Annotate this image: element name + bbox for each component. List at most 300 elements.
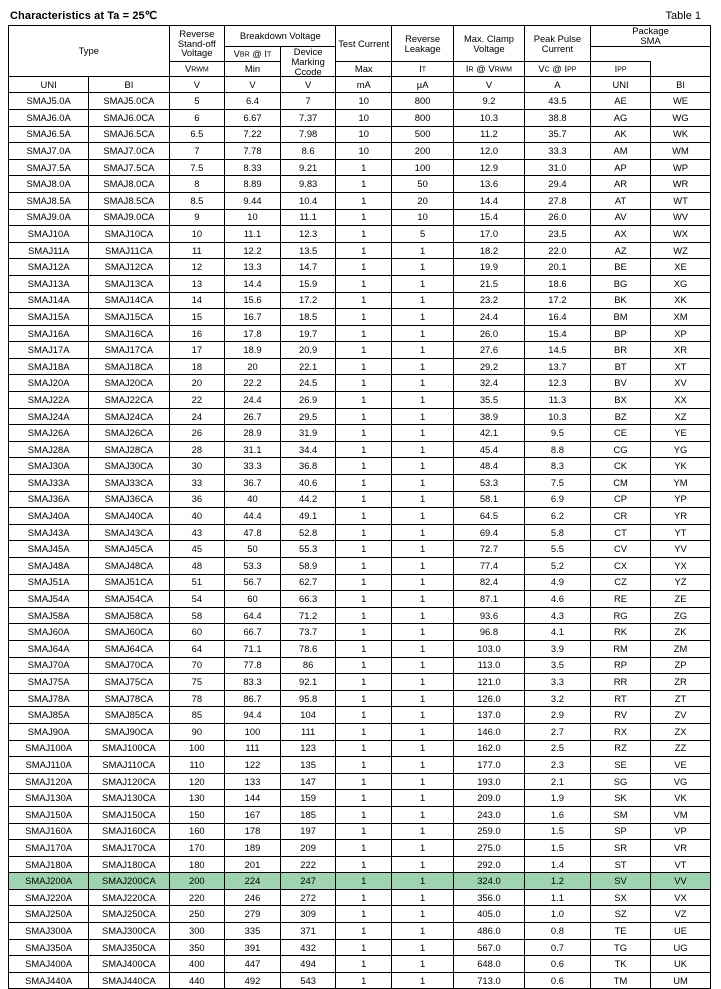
cell-r27-c10: YV [651, 541, 711, 558]
table-row[interactable] [9, 624, 711, 641]
cell-r32-c0: SMAJ60A [9, 624, 89, 641]
cell-r5-c10: WR [651, 176, 711, 193]
cell-r18-c7: 35.5 [454, 392, 525, 409]
cell-r48-c1: SMAJ220CA [89, 889, 169, 906]
characteristics-table [8, 25, 711, 989]
table-row[interactable] [9, 109, 711, 126]
cell-r36-c6: 1 [392, 690, 454, 707]
cell-r15-c2: 17 [169, 342, 225, 359]
cell-r13-c5: 1 [336, 309, 392, 326]
table-row[interactable] [9, 723, 711, 740]
cell-r8-c9: AX [591, 226, 651, 243]
cell-r27-c8: 5.5 [524, 541, 590, 558]
cell-r24-c2: 36 [169, 491, 225, 508]
cell-r10-c9: BE [591, 259, 651, 276]
cell-r3-c1: SMAJ7.0CA [89, 143, 169, 160]
symbol-ipp: I [614, 63, 618, 75]
cell-r43-c10: VM [651, 806, 711, 823]
cell-r24-c4: 44.2 [280, 491, 336, 508]
cell-r41-c2: 120 [169, 773, 225, 790]
table-row[interactable] [9, 873, 711, 890]
cell-r30-c1: SMAJ54CA [89, 591, 169, 608]
cell-r2-c1: SMAJ6.5CA [89, 126, 169, 143]
cell-r25-c1: SMAJ40CA [89, 508, 169, 525]
table-row[interactable] [9, 143, 711, 160]
cell-r15-c7: 27.6 [454, 342, 525, 359]
table-row[interactable] [9, 757, 711, 774]
cell-r7-c7: 15.4 [454, 209, 525, 226]
cell-r35-c6: 1 [392, 674, 454, 691]
cell-r30-c6: 1 [392, 591, 454, 608]
cell-r3-c0: SMAJ7.0A [9, 143, 89, 160]
table-row[interactable] [9, 524, 711, 541]
table-row[interactable] [9, 491, 711, 508]
cell-r31-c10: ZG [651, 607, 711, 624]
table-row[interactable] [9, 309, 711, 326]
cell-r7-c8: 26.0 [524, 209, 590, 226]
cell-r40-c9: SE [591, 757, 651, 774]
cell-r33-c4: 78.6 [280, 640, 336, 657]
table-row[interactable] [9, 325, 711, 342]
cell-r13-c6: 1 [392, 309, 454, 326]
cell-r26-c10: YT [651, 524, 711, 541]
cell-r27-c2: 45 [169, 541, 225, 558]
cell-r49-c9: SZ [591, 906, 651, 923]
table-row[interactable] [9, 558, 711, 575]
cell-r31-c4: 71.2 [280, 607, 336, 624]
cell-r16-c0: SMAJ18A [9, 358, 89, 375]
cell-r34-c6: 1 [392, 657, 454, 674]
cell-r53-c4: 543 [280, 972, 336, 989]
unit-cell-8: A [524, 77, 590, 93]
cell-r39-c8: 2.5 [524, 740, 590, 757]
cell-r42-c1: SMAJ130CA [89, 790, 169, 807]
table-row[interactable] [9, 972, 711, 989]
cell-r14-c10: XP [651, 325, 711, 342]
header-device-marking: Device Marking Ccode [280, 46, 336, 77]
cell-r2-c2: 6.5 [169, 126, 225, 143]
cell-r37-c9: RV [591, 707, 651, 724]
cell-r52-c2: 400 [169, 956, 225, 973]
cell-r31-c3: 64.4 [225, 607, 281, 624]
symbol-at: @ [252, 47, 262, 59]
table-row[interactable] [9, 773, 711, 790]
cell-r0-c4: 7 [280, 93, 336, 110]
cell-r43-c2: 150 [169, 806, 225, 823]
cell-r22-c9: CK [591, 458, 651, 475]
cell-r29-c2: 51 [169, 574, 225, 591]
cell-r26-c6: 1 [392, 524, 454, 541]
table-row[interactable] [9, 939, 711, 956]
cell-r5-c7: 13.6 [454, 176, 525, 193]
unit-cell-6: µA [392, 77, 454, 93]
cell-r46-c1: SMAJ180CA [89, 856, 169, 873]
cell-r42-c6: 1 [392, 790, 454, 807]
table-head [9, 26, 711, 93]
cell-r37-c10: ZV [651, 707, 711, 724]
cell-r43-c0: SMAJ150A [9, 806, 89, 823]
table-row[interactable] [9, 541, 711, 558]
cell-r7-c1: SMAJ9.0CA [89, 209, 169, 226]
table-row[interactable] [9, 840, 711, 857]
cell-r38-c8: 2.7 [524, 723, 590, 740]
cell-r10-c0: SMAJ12A [9, 259, 89, 276]
cell-r50-c2: 300 [169, 923, 225, 940]
cell-r27-c7: 72.7 [454, 541, 525, 558]
cell-r29-c3: 56.7 [225, 574, 281, 591]
cell-r34-c9: RP [591, 657, 651, 674]
cell-r51-c6: 1 [392, 939, 454, 956]
cell-r3-c9: AM [591, 143, 651, 160]
cell-r47-c9: SV [591, 873, 651, 890]
symbol-v: V [185, 63, 192, 75]
cell-r20-c4: 31.9 [280, 425, 336, 442]
cell-r43-c6: 1 [392, 806, 454, 823]
table-row[interactable] [9, 292, 711, 309]
cell-r17-c4: 24.5 [280, 375, 336, 392]
symbol-ir-at: @ [476, 63, 486, 75]
cell-r21-c1: SMAJ28CA [89, 441, 169, 458]
cell-r6-c3: 9.44 [225, 192, 281, 209]
cell-r39-c4: 123 [280, 740, 336, 757]
cell-r8-c0: SMAJ10A [9, 226, 89, 243]
table-row[interactable] [9, 707, 711, 724]
table-row[interactable] [9, 159, 711, 176]
cell-r20-c2: 26 [169, 425, 225, 442]
header-package-sub: SMA [640, 34, 661, 46]
unit-cell-5: mA [336, 77, 392, 93]
table-row[interactable] [9, 226, 711, 243]
table-row[interactable] [9, 176, 711, 193]
cell-r27-c9: CV [591, 541, 651, 558]
cell-r39-c7: 162.0 [454, 740, 525, 757]
table-row[interactable] [9, 93, 711, 110]
cell-r28-c4: 58.9 [280, 558, 336, 575]
unit-cell-0: UNI [9, 77, 89, 93]
cell-r37-c0: SMAJ85A [9, 707, 89, 724]
cell-r19-c2: 24 [169, 408, 225, 425]
cell-r11-c2: 13 [169, 275, 225, 292]
cell-r53-c9: TM [591, 972, 651, 989]
header-type: Type [9, 26, 170, 77]
cell-r19-c4: 29.5 [280, 408, 336, 425]
cell-r41-c5: 1 [336, 773, 392, 790]
cell-r40-c1: SMAJ110CA [89, 757, 169, 774]
cell-r11-c10: XG [651, 275, 711, 292]
cell-r33-c5: 1 [336, 640, 392, 657]
table-row[interactable] [9, 740, 711, 757]
cell-r34-c3: 77.8 [225, 657, 281, 674]
table-row[interactable] [9, 441, 711, 458]
cell-r23-c2: 33 [169, 475, 225, 492]
cell-r48-c5: 1 [336, 889, 392, 906]
cell-r50-c9: TE [591, 923, 651, 940]
cell-r21-c5: 1 [336, 441, 392, 458]
cell-r21-c0: SMAJ28A [9, 441, 89, 458]
cell-r13-c0: SMAJ15A [9, 309, 89, 326]
cell-r47-c6: 1 [392, 873, 454, 890]
cell-r28-c9: CX [591, 558, 651, 575]
table-row[interactable] [9, 640, 711, 657]
cell-r50-c5: 1 [336, 923, 392, 940]
cell-r7-c5: 1 [336, 209, 392, 226]
table-row[interactable] [9, 126, 711, 143]
cell-r9-c10: WZ [651, 242, 711, 259]
cell-r45-c0: SMAJ170A [9, 840, 89, 857]
cell-r22-c5: 1 [336, 458, 392, 475]
table-row[interactable] [9, 806, 711, 823]
cell-r0-c2: 5 [169, 93, 225, 110]
cell-r35-c0: SMAJ75A [9, 674, 89, 691]
cell-r13-c8: 16.4 [524, 309, 590, 326]
table-number-label: Table 1 [665, 10, 701, 22]
cell-r28-c8: 5.2 [524, 558, 590, 575]
cell-r2-c4: 7.98 [280, 126, 336, 143]
cell-r39-c3: 111 [225, 740, 281, 757]
cell-r42-c2: 130 [169, 790, 225, 807]
cell-r9-c4: 13.5 [280, 242, 336, 259]
cell-r13-c7: 24.4 [454, 309, 525, 326]
cell-r17-c5: 1 [336, 375, 392, 392]
cell-r36-c1: SMAJ78CA [89, 690, 169, 707]
cell-r33-c8: 3.9 [524, 640, 590, 657]
cell-r41-c0: SMAJ120A [9, 773, 89, 790]
table-row[interactable] [9, 889, 711, 906]
unit-cell-3: V [225, 77, 281, 93]
table-row[interactable] [9, 690, 711, 707]
table-row[interactable] [9, 508, 711, 525]
cell-r24-c8: 6.9 [524, 491, 590, 508]
cell-r46-c5: 1 [336, 856, 392, 873]
cell-r43-c8: 1.6 [524, 806, 590, 823]
cell-r31-c1: SMAJ58CA [89, 607, 169, 624]
cell-r22-c6: 1 [392, 458, 454, 475]
symbol-ir: I [465, 63, 469, 75]
cell-r35-c7: 121.0 [454, 674, 525, 691]
cell-r44-c7: 259.0 [454, 823, 525, 840]
cell-r48-c0: SMAJ220A [9, 889, 89, 906]
table-row[interactable] [9, 674, 711, 691]
cell-r46-c10: VT [651, 856, 711, 873]
cell-r50-c0: SMAJ300A [9, 923, 89, 940]
table-row[interactable] [9, 342, 711, 359]
cell-r14-c4: 19.7 [280, 325, 336, 342]
cell-r36-c0: SMAJ78A [9, 690, 89, 707]
cell-r24-c7: 58.1 [454, 491, 525, 508]
cell-r15-c8: 14.5 [524, 342, 590, 359]
cell-r52-c10: UK [651, 956, 711, 973]
cell-r12-c4: 17.2 [280, 292, 336, 309]
cell-r38-c4: 111 [280, 723, 336, 740]
cell-r51-c5: 1 [336, 939, 392, 956]
table-row[interactable] [9, 956, 711, 973]
cell-r4-c1: SMAJ7.5CA [89, 159, 169, 176]
cell-r37-c1: SMAJ85CA [89, 707, 169, 724]
cell-r26-c8: 5.8 [524, 524, 590, 541]
cell-r10-c5: 1 [336, 259, 392, 276]
cell-r48-c4: 272 [280, 889, 336, 906]
header-ir-symbol [454, 62, 525, 77]
cell-r20-c9: CE [591, 425, 651, 442]
table-row[interactable] [9, 574, 711, 591]
cell-r4-c2: 7.5 [169, 159, 225, 176]
cell-r46-c0: SMAJ180A [9, 856, 89, 873]
cell-r1-c4: 7.37 [280, 109, 336, 126]
table-row[interactable] [9, 425, 711, 442]
cell-r51-c3: 391 [225, 939, 281, 956]
table-row[interactable] [9, 209, 711, 226]
symbol-vc-at: @ [552, 63, 562, 75]
cell-r8-c4: 12.3 [280, 226, 336, 243]
cell-r47-c0: SMAJ200A [9, 873, 89, 890]
table-row[interactable] [9, 607, 711, 624]
table-row[interactable] [9, 242, 711, 259]
table-row[interactable] [9, 790, 711, 807]
cell-r7-c10: WV [651, 209, 711, 226]
table-row[interactable] [9, 458, 711, 475]
cell-r53-c7: 713.0 [454, 972, 525, 989]
cell-r37-c5: 1 [336, 707, 392, 724]
cell-r4-c6: 100 [392, 159, 454, 176]
cell-r24-c9: CP [591, 491, 651, 508]
table-row[interactable] [9, 358, 711, 375]
cell-r18-c5: 1 [336, 392, 392, 409]
cell-r23-c6: 1 [392, 475, 454, 492]
cell-r47-c4: 247 [280, 873, 336, 890]
cell-r53-c2: 440 [169, 972, 225, 989]
cell-r48-c2: 220 [169, 889, 225, 906]
cell-r10-c7: 19.9 [454, 259, 525, 276]
cell-r25-c6: 1 [392, 508, 454, 525]
cell-r3-c3: 7.78 [225, 143, 281, 160]
cell-r52-c8: 0.6 [524, 956, 590, 973]
cell-r49-c7: 405.0 [454, 906, 525, 923]
table-row[interactable] [9, 259, 711, 276]
cell-r0-c10: WE [651, 93, 711, 110]
table-row[interactable] [9, 408, 711, 425]
cell-r38-c6: 1 [392, 723, 454, 740]
header-max-clamp-voltage: Max. Clamp Voltage [454, 26, 525, 62]
cell-r29-c10: YZ [651, 574, 711, 591]
table-row[interactable] [9, 375, 711, 392]
cell-r6-c5: 1 [336, 192, 392, 209]
cell-r42-c0: SMAJ130A [9, 790, 89, 807]
cell-r17-c1: SMAJ20CA [89, 375, 169, 392]
cell-r38-c0: SMAJ90A [9, 723, 89, 740]
cell-r7-c2: 9 [169, 209, 225, 226]
cell-r20-c10: YE [651, 425, 711, 442]
cell-r50-c1: SMAJ300CA [89, 923, 169, 940]
cell-r30-c8: 4.6 [524, 591, 590, 608]
cell-r49-c8: 1.0 [524, 906, 590, 923]
header-ipp-symbol [591, 62, 651, 77]
cell-r20-c6: 1 [392, 425, 454, 442]
cell-r52-c6: 1 [392, 956, 454, 973]
cell-r14-c9: BP [591, 325, 651, 342]
cell-r7-c9: AV [591, 209, 651, 226]
table-row[interactable] [9, 475, 711, 492]
cell-r6-c8: 27.8 [524, 192, 590, 209]
cell-r18-c0: SMAJ22A [9, 392, 89, 409]
cell-r26-c9: CT [591, 524, 651, 541]
cell-r32-c2: 60 [169, 624, 225, 641]
cell-r26-c3: 47.8 [225, 524, 281, 541]
cell-r3-c10: WM [651, 143, 711, 160]
cell-r49-c0: SMAJ250A [9, 906, 89, 923]
cell-r11-c6: 1 [392, 275, 454, 292]
cell-r43-c9: SM [591, 806, 651, 823]
cell-r26-c0: SMAJ43A [9, 524, 89, 541]
cell-r10-c8: 20.1 [524, 259, 590, 276]
cell-r10-c2: 12 [169, 259, 225, 276]
cell-r39-c9: RZ [591, 740, 651, 757]
cell-r25-c8: 6.2 [524, 508, 590, 525]
cell-r51-c2: 350 [169, 939, 225, 956]
cell-r9-c9: AZ [591, 242, 651, 259]
cell-r16-c8: 13.7 [524, 358, 590, 375]
cell-r46-c6: 1 [392, 856, 454, 873]
cell-r18-c3: 24.4 [225, 392, 281, 409]
cell-r27-c1: SMAJ45CA [89, 541, 169, 558]
cell-r32-c9: RK [591, 624, 651, 641]
cell-r24-c6: 1 [392, 491, 454, 508]
cell-r53-c0: SMAJ440A [9, 972, 89, 989]
cell-r33-c0: SMAJ64A [9, 640, 89, 657]
header-vc-symbol [524, 62, 590, 77]
cell-r24-c3: 40 [225, 491, 281, 508]
cell-r51-c4: 432 [280, 939, 336, 956]
cell-r5-c3: 8.89 [225, 176, 281, 193]
cell-r51-c7: 567.0 [454, 939, 525, 956]
cell-r31-c5: 1 [336, 607, 392, 624]
cell-r40-c10: VE [651, 757, 711, 774]
table-row[interactable] [9, 856, 711, 873]
cell-r49-c10: VZ [651, 906, 711, 923]
table-row[interactable] [9, 275, 711, 292]
cell-r4-c4: 9.21 [280, 159, 336, 176]
cell-r21-c2: 28 [169, 441, 225, 458]
cell-r11-c3: 14.4 [225, 275, 281, 292]
table-row[interactable] [9, 906, 711, 923]
cell-r45-c2: 170 [169, 840, 225, 857]
cell-r18-c4: 26.9 [280, 392, 336, 409]
cell-r27-c4: 55.3 [280, 541, 336, 558]
cell-r20-c8: 9.5 [524, 425, 590, 442]
cell-r10-c1: SMAJ12CA [89, 259, 169, 276]
table-row[interactable] [9, 591, 711, 608]
cell-r46-c4: 222 [280, 856, 336, 873]
cell-r47-c1: SMAJ200CA [89, 873, 169, 890]
cell-r33-c2: 64 [169, 640, 225, 657]
cell-r34-c2: 70 [169, 657, 225, 674]
cell-r44-c0: SMAJ160A [9, 823, 89, 840]
table-row[interactable] [9, 823, 711, 840]
cell-r21-c10: YG [651, 441, 711, 458]
cell-r19-c10: XZ [651, 408, 711, 425]
cell-r44-c6: 1 [392, 823, 454, 840]
table-row[interactable] [9, 657, 711, 674]
cell-r36-c4: 95.8 [280, 690, 336, 707]
cell-r47-c7: 324.0 [454, 873, 525, 890]
cell-r42-c5: 1 [336, 790, 392, 807]
cell-r40-c8: 2.3 [524, 757, 590, 774]
cell-r38-c1: SMAJ90CA [89, 723, 169, 740]
cell-r11-c5: 1 [336, 275, 392, 292]
cell-r34-c7: 113.0 [454, 657, 525, 674]
cell-r42-c8: 1.9 [524, 790, 590, 807]
table-row[interactable] [9, 392, 711, 409]
table-row[interactable] [9, 192, 711, 209]
